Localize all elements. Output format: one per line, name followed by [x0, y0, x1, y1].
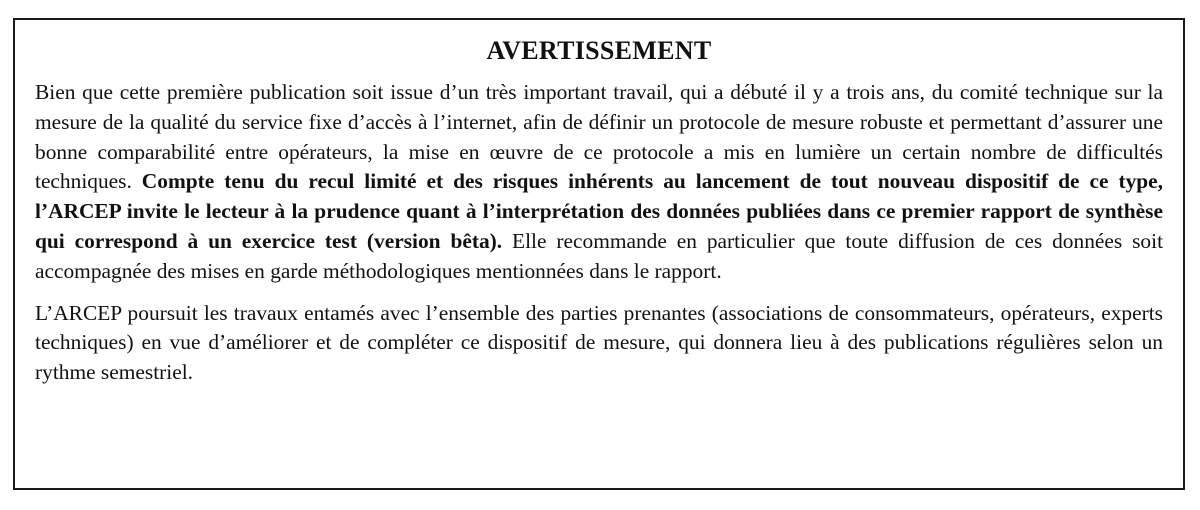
notice-title: AVERTISSEMENT — [486, 36, 712, 65]
paragraph-1-intro: Bien que cette première publication soit issue d’un très important travail, qui a débuté il y a trois ans, du comité technique sur la mesure de la qualité du service fixe d’accès à l’internet, afin de définir un protocole de mesure robuste et permettant d’assurer une bonne comparabilité entre opérateurs, la mise en œuvre de ce protocole a mis en lumière un certain nombre de difficultés techniques. — [35, 80, 1163, 194]
paragraph-1-bold-warning: Compte tenu du recul limité et des risques inhérents au lancement de tout nouveau dispositif de ce type, l’ARCEP invite le lecteur à la prudence quant à l’interprétation des données publiées dans ce premier rapport de synthèse qui correspond à un exercice test (version bêta). — [35, 169, 1164, 253]
notice-paragraph-1 — [35, 78, 1163, 287]
warning-notice-box — [13, 18, 1185, 490]
paragraph-1-outro: Elle recommande en particulier que toute diffusion de ces données soit accompagnée des mises en garde méthodologiques mentionnées dans le rapport. — [35, 228, 1164, 283]
notice-paragraph-2: L’ARCEP poursuit les travaux entamés avec l’ensemble des parties prenantes (associations de consommateurs, opérateurs, experts techniques) en vue d’améliorer et de compléter ce dispositif de mesure, qui donnera lieu à des publications régulières selon un rythme semestriel. — [35, 300, 1163, 385]
